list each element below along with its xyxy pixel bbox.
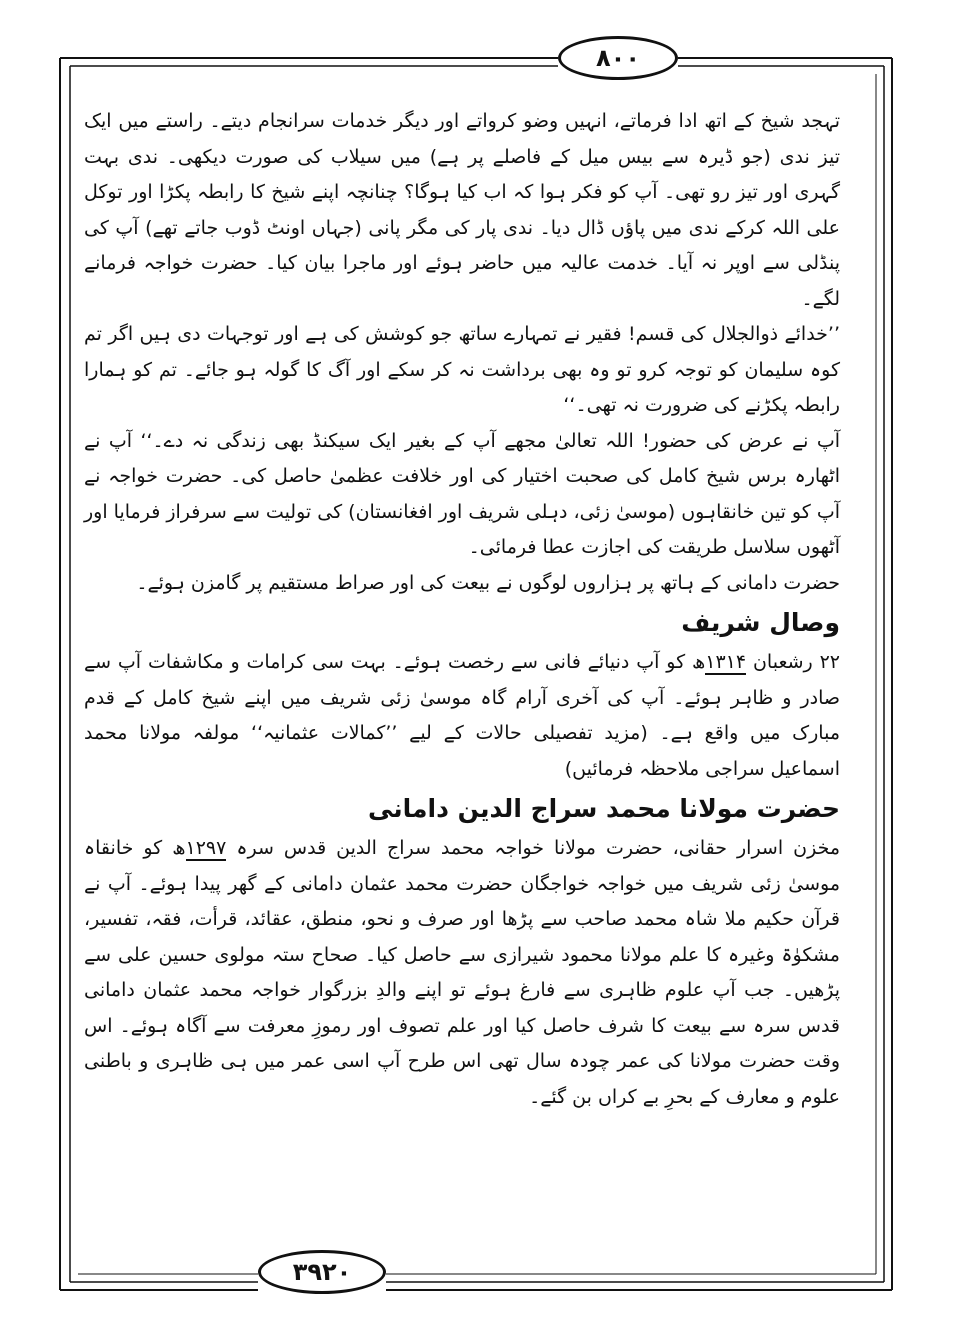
heading-wisal-sharif: وصال شریف [681, 608, 840, 637]
paragraph-wisal [84, 645, 840, 787]
page-number-top: ۸۰۰ [558, 36, 678, 80]
page-content [84, 104, 840, 1115]
birth-hijri-year: ۱۲۹۷ [185, 837, 227, 859]
paragraph-intro: تہجد شیخ کے اتھ ادا فرماتے، انہیں وضو کرواتے اور دیگر خدمات سرانجام دیتے۔ راستے میں ایک تیز ندی (جو ڈیرہ سے بیس میل کے فاصلے پر ہے) میں سیلاب کی صورت دیکھی۔ ندی بہت گہری اور تیز رو تھی۔ آپ کو فکر ہوا کہ اب کیا ہوگا؟ چنانچہ اپنے شیخ کا رابطہ پکڑا اور توکل علی اللہ کرکے ندی میں پاؤں ڈال دیا۔ ندی پار کی مگر پانی (جہاں اونٹ ڈوب جاتے تھے) آپ کی پنڈلی سے اوپر نہ آیا۔ خدمت عالیہ میں حاضر ہوئے اور ماجرا بیان کیا۔ حضرت خواجہ فرمانے لگے۔ [84, 110, 840, 310]
quote-khwaja: ’’خدائے ذوالجلال کی قسم! فقیر نے تمہارے ساتھ جو کوشش کی ہے اور توجہات دی ہیں اگر تم کوہ سلیمان کو توجہ کرو تو وہ بھی برداشت نہ کر سکے اور آگ کا گولہ ہو جائے۔ تم کو ہمارا رابطہ پکڑنے کی ضرورت نہ تھی۔‘‘ [84, 323, 840, 416]
wisal-text: ھ کو آپ دنیائے فانی سے رخصت ہوئے۔ بہت سی کرامات و مکاشفات آپ سے صادر و ظاہر ہوئے۔ آپ کی آخری آرام گاہ موسیٰ زئی شریف میں اپنے شیخ کامل کے قدم مبارک میں واقع ہے۔ (مزید تفصیلی حالات کے لیے ’’کمالات عثمانیہ‘‘ مولفہ مولانا محمد اسماعیل سراجی ملاحظہ فرمائیں) [84, 651, 840, 780]
paragraph-maulana-biography [84, 831, 840, 1115]
biography-intro: مخزن اسرار حقانی، حضرت مولانا خواجہ محمد سراج الدین قدس سرہ [236, 837, 841, 859]
biography-text: ھ کو خانقاہ موسیٰ زئی شریف میں خواجہ خواجگان حضرت محمد عثمان دامانی کے گھر پیدا ہوئے۔ آپ نے قرآن حکیم ملا شاہ محمد صاحب سے پڑھا اور صرف و نحو، منطق، عقائد، قرأت، فقہ، تفسیر، مشکوٰۃ وغیرہ کا علم مولانا محمود شیرازی سے حاصل کیا۔ صحاح ستہ مولوی حسین علی سے پڑھیں۔ جب آپ علوم ظاہری سے فارغ ہوئے تو اپنے والدِ بزرگوار خواجہ محمد عثمان دامانی قدس سرہ سے بیعت کا شرف حاصل کیا اور علم تصوف اور رموزِ معرفت سے آگاہ ہوئے۔ اس وقت حضرت مولانا کی عمر چودہ سال تھی اس طرح آپ اسی عمر میں ہی ظاہری و باطنی علوم و معارف کے بحرِ بے کراں بن گئے۔ [84, 837, 840, 1108]
wisal-hijri-year: ۱۳۱۴ [705, 651, 747, 673]
heading-maulana-sirajuddin: حضرت مولانا محمد سراج الدین دامانی [367, 794, 840, 823]
wisal-date-prefix: ۲۲ رشعبان [752, 651, 840, 673]
paragraph-khilafat: آپ نے عرض کی حضور! اللہ تعالیٰ مجھے آپ کے بغیر ایک سیکنڈ بھی زندگی نہ دے۔‘‘ آپ نے اٹھارہ برس شیخ کامل کی صحبت اختیار کی اور خلافت عظمیٰ حاصل کی۔ حضرت خواجہ نے آپ کو تین خانقاہوں (موسیٰ زئی، دہلی شریف اور افغانستان) کی تولیت سے سرفراز فرمایا اور آٹھوں سلاسل طریقت کی اجازت عطا فرمائی۔ [84, 429, 840, 558]
paragraph-bayat: حضرت دامانی کے ہاتھ پر ہزاروں لوگوں نے بیعت کی اور صراط مستقیم پر گامزن ہوئے۔ [136, 571, 840, 594]
page-number-bottom: ۳۹۲۰ [258, 1250, 386, 1294]
